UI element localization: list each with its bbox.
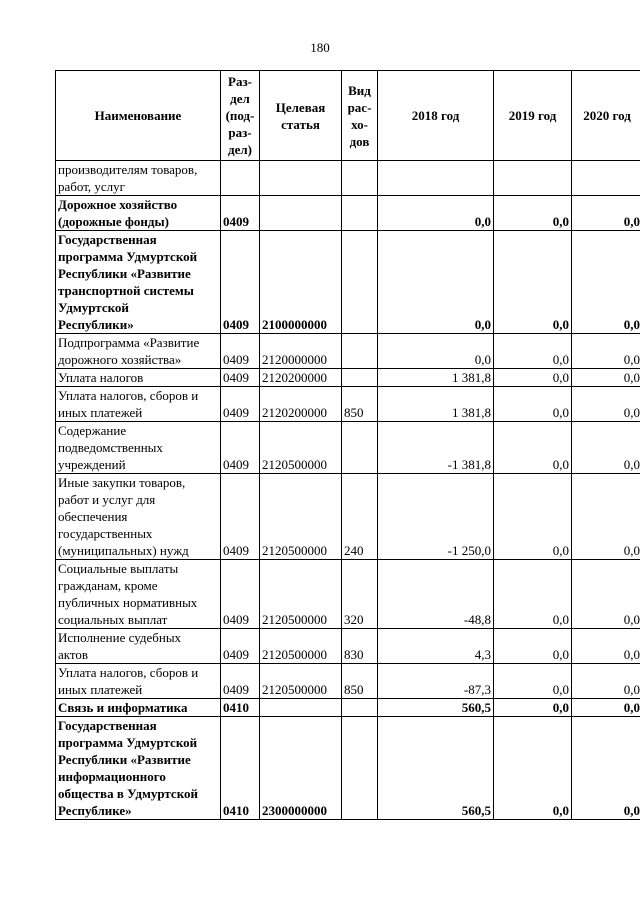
row-value-2020: 0,0 [572,334,640,369]
row-section: 0409 [221,231,260,334]
header-section [221,71,260,161]
header-2020: 2020 год [572,71,640,161]
row-name-line: Дорожное хозяйство [58,197,178,212]
table-row [56,369,640,387]
row-expense: 850 [342,664,378,699]
row-name-line: Государственная [58,232,157,247]
table-row [56,387,640,422]
row-name [56,196,221,231]
row-name [56,560,221,629]
row-name-line: подведомственных [58,440,163,455]
row-value-2020: 0,0 [572,629,640,664]
row-value-2020: 0,0 [572,474,640,560]
row-article: 2100000000 [260,231,342,334]
table-row [56,629,640,664]
row-expense [342,196,378,231]
row-article: 2120500000 [260,560,342,629]
row-name-line: Уплата налогов, сборов и [58,665,199,680]
row-section: 0410 [221,699,260,717]
row-name-line: иных платежей [58,682,143,697]
row-value-2019: 0,0 [494,387,572,422]
row-value-2018 [378,161,494,196]
row-name [56,629,221,664]
row-name-line: общества в Удмуртской [58,786,199,801]
row-section: 0409 [221,474,260,560]
row-name-line: Государственная [58,718,157,733]
row-article [260,196,342,231]
row-name-line: социальных выплат [58,612,168,627]
row-name-line: иных платежей [58,405,143,420]
table-row [56,717,640,820]
row-expense [342,699,378,717]
row-article: 2120500000 [260,664,342,699]
row-value-2020: 0,0 [572,717,640,820]
header-section-line: дел [230,91,250,106]
row-name-line: транспортной системы [58,283,194,298]
row-expense [342,369,378,387]
row-expense [342,334,378,369]
row-value-2020 [572,161,640,196]
row-value-2020: 0,0 [572,196,640,231]
row-name-line: государственных [58,526,153,541]
header-article-line: Целевая [275,99,326,115]
row-value-2018: 0,0 [378,196,494,231]
row-section: 0409 [221,387,260,422]
row-name [56,664,221,699]
table-row [56,699,640,717]
header-section-line: дел) [228,142,252,157]
row-value-2019: 0,0 [494,629,572,664]
row-name-line: Подпрограмма «Развитие [58,335,200,350]
row-name [56,474,221,560]
header-name: Наименование [56,71,221,161]
row-article: 2120500000 [260,422,342,474]
header-section-line: Раз- [228,74,252,89]
row-name [56,387,221,422]
row-section [221,161,260,196]
row-section: 0409 [221,629,260,664]
header-expense-line: хо- [351,116,368,132]
row-value-2019: 0,0 [494,717,572,820]
row-name [56,369,221,387]
header-expense-line: Вид [348,82,371,98]
row-value-2018: 0,0 [378,231,494,334]
row-value-2020: 0,0 [572,699,640,717]
row-value-2020: 0,0 [572,387,640,422]
row-name-line: Республики «Развитие [58,266,191,281]
row-expense: 850 [342,387,378,422]
table-header-row [56,71,640,161]
row-name-line: гражданам, кроме [58,578,158,593]
row-name [56,422,221,474]
row-name [56,231,221,334]
row-name-line: Республики» [58,317,134,332]
header-article-line: статья [281,116,320,132]
row-name-line: Уплата налогов, сборов и [58,388,199,403]
row-name-line: Социальные выплаты [58,561,179,576]
row-name-line: программа Удмуртской [58,249,198,264]
row-value-2018: -1 381,8 [378,422,494,474]
row-value-2018: -1 250,0 [378,474,494,560]
row-value-2019: 0,0 [494,196,572,231]
row-value-2020: 0,0 [572,664,640,699]
table-row [56,664,640,699]
row-section: 0410 [221,717,260,820]
row-name-line: Республике» [58,803,132,818]
row-article [260,699,342,717]
row-name-line: актов [58,647,89,662]
row-section: 0409 [221,369,260,387]
row-expense [342,717,378,820]
row-name-line: Удмуртской [58,300,129,315]
row-name [56,334,221,369]
header-expense-line: дов [349,133,370,149]
row-value-2019: 0,0 [494,699,572,717]
row-name-line: Содержание [58,423,127,438]
row-value-2018: 0,0 [378,334,494,369]
page-number: 180 [310,40,330,55]
row-article [260,161,342,196]
row-article: 2120500000 [260,629,342,664]
row-value-2019: 0,0 [494,664,572,699]
row-value-2019 [494,161,572,196]
row-name-line: (дорожные фонды) [58,214,169,229]
table-row [56,231,640,334]
table-row [56,422,640,474]
row-name [56,717,221,820]
row-value-2018: 1 381,8 [378,387,494,422]
row-value-2019: 0,0 [494,231,572,334]
row-article: 2120200000 [260,369,342,387]
row-section: 0409 [221,334,260,369]
row-name [56,161,221,196]
row-article: 2120500000 [260,474,342,560]
row-expense [342,161,378,196]
row-value-2019: 0,0 [494,369,572,387]
row-value-2019: 0,0 [494,334,572,369]
row-value-2018: -48,8 [378,560,494,629]
row-name-line: программа Удмуртской [58,735,198,750]
row-name-line: обеспечения [58,509,128,524]
row-value-2020: 0,0 [572,369,640,387]
row-expense [342,422,378,474]
table-row [56,196,640,231]
row-name-line: Республики «Развитие [58,752,191,767]
table-row [56,334,640,369]
row-value-2018: 560,5 [378,717,494,820]
row-value-2019: 0,0 [494,422,572,474]
header-expense [342,71,378,161]
header-section-line: раз- [228,125,252,140]
row-name-line: производителям товаров, [58,162,198,177]
row-expense: 830 [342,629,378,664]
budget-table [55,70,640,820]
row-value-2020: 0,0 [572,422,640,474]
row-article: 2300000000 [260,717,342,820]
row-value-2020: 0,0 [572,560,640,629]
header-expense-line: рас- [347,99,372,115]
row-expense: 320 [342,560,378,629]
row-value-2020: 0,0 [572,231,640,334]
header-2019: 2019 год [494,71,572,161]
row-article: 2120200000 [260,387,342,422]
row-name-line: Иные закупки товаров, [58,475,186,490]
row-value-2018: 4,3 [378,629,494,664]
row-section: 0409 [221,664,260,699]
row-name [56,699,221,717]
header-2018: 2018 год [378,71,494,161]
table-row [56,161,640,196]
row-expense [342,231,378,334]
row-section: 0409 [221,196,260,231]
row-article: 2120000000 [260,334,342,369]
row-name-line: информационного [58,769,166,784]
row-name-line: публичных нормативных [58,595,198,610]
row-name-line: (муниципальных) нужд [58,543,189,558]
row-section: 0409 [221,422,260,474]
row-name-line: Исполнение судебных [58,630,182,645]
row-value-2018: -87,3 [378,664,494,699]
table-body [56,161,640,820]
row-name-line: работ, услуг [58,179,126,194]
row-name-line: работ и услуг для [58,492,156,507]
row-name-line: Связь и информатика [58,700,188,715]
row-value-2019: 0,0 [494,474,572,560]
header-article [260,71,342,161]
row-name-line: дорожного хозяйства» [58,352,182,367]
row-name-line: Уплата налогов [58,370,144,385]
row-expense: 240 [342,474,378,560]
table-row [56,474,640,560]
header-section-line: (под- [225,108,255,123]
row-name-line: учреждений [58,457,126,472]
row-value-2018: 1 381,8 [378,369,494,387]
row-value-2019: 0,0 [494,560,572,629]
row-section: 0409 [221,560,260,629]
table-row [56,560,640,629]
row-value-2018: 560,5 [378,699,494,717]
